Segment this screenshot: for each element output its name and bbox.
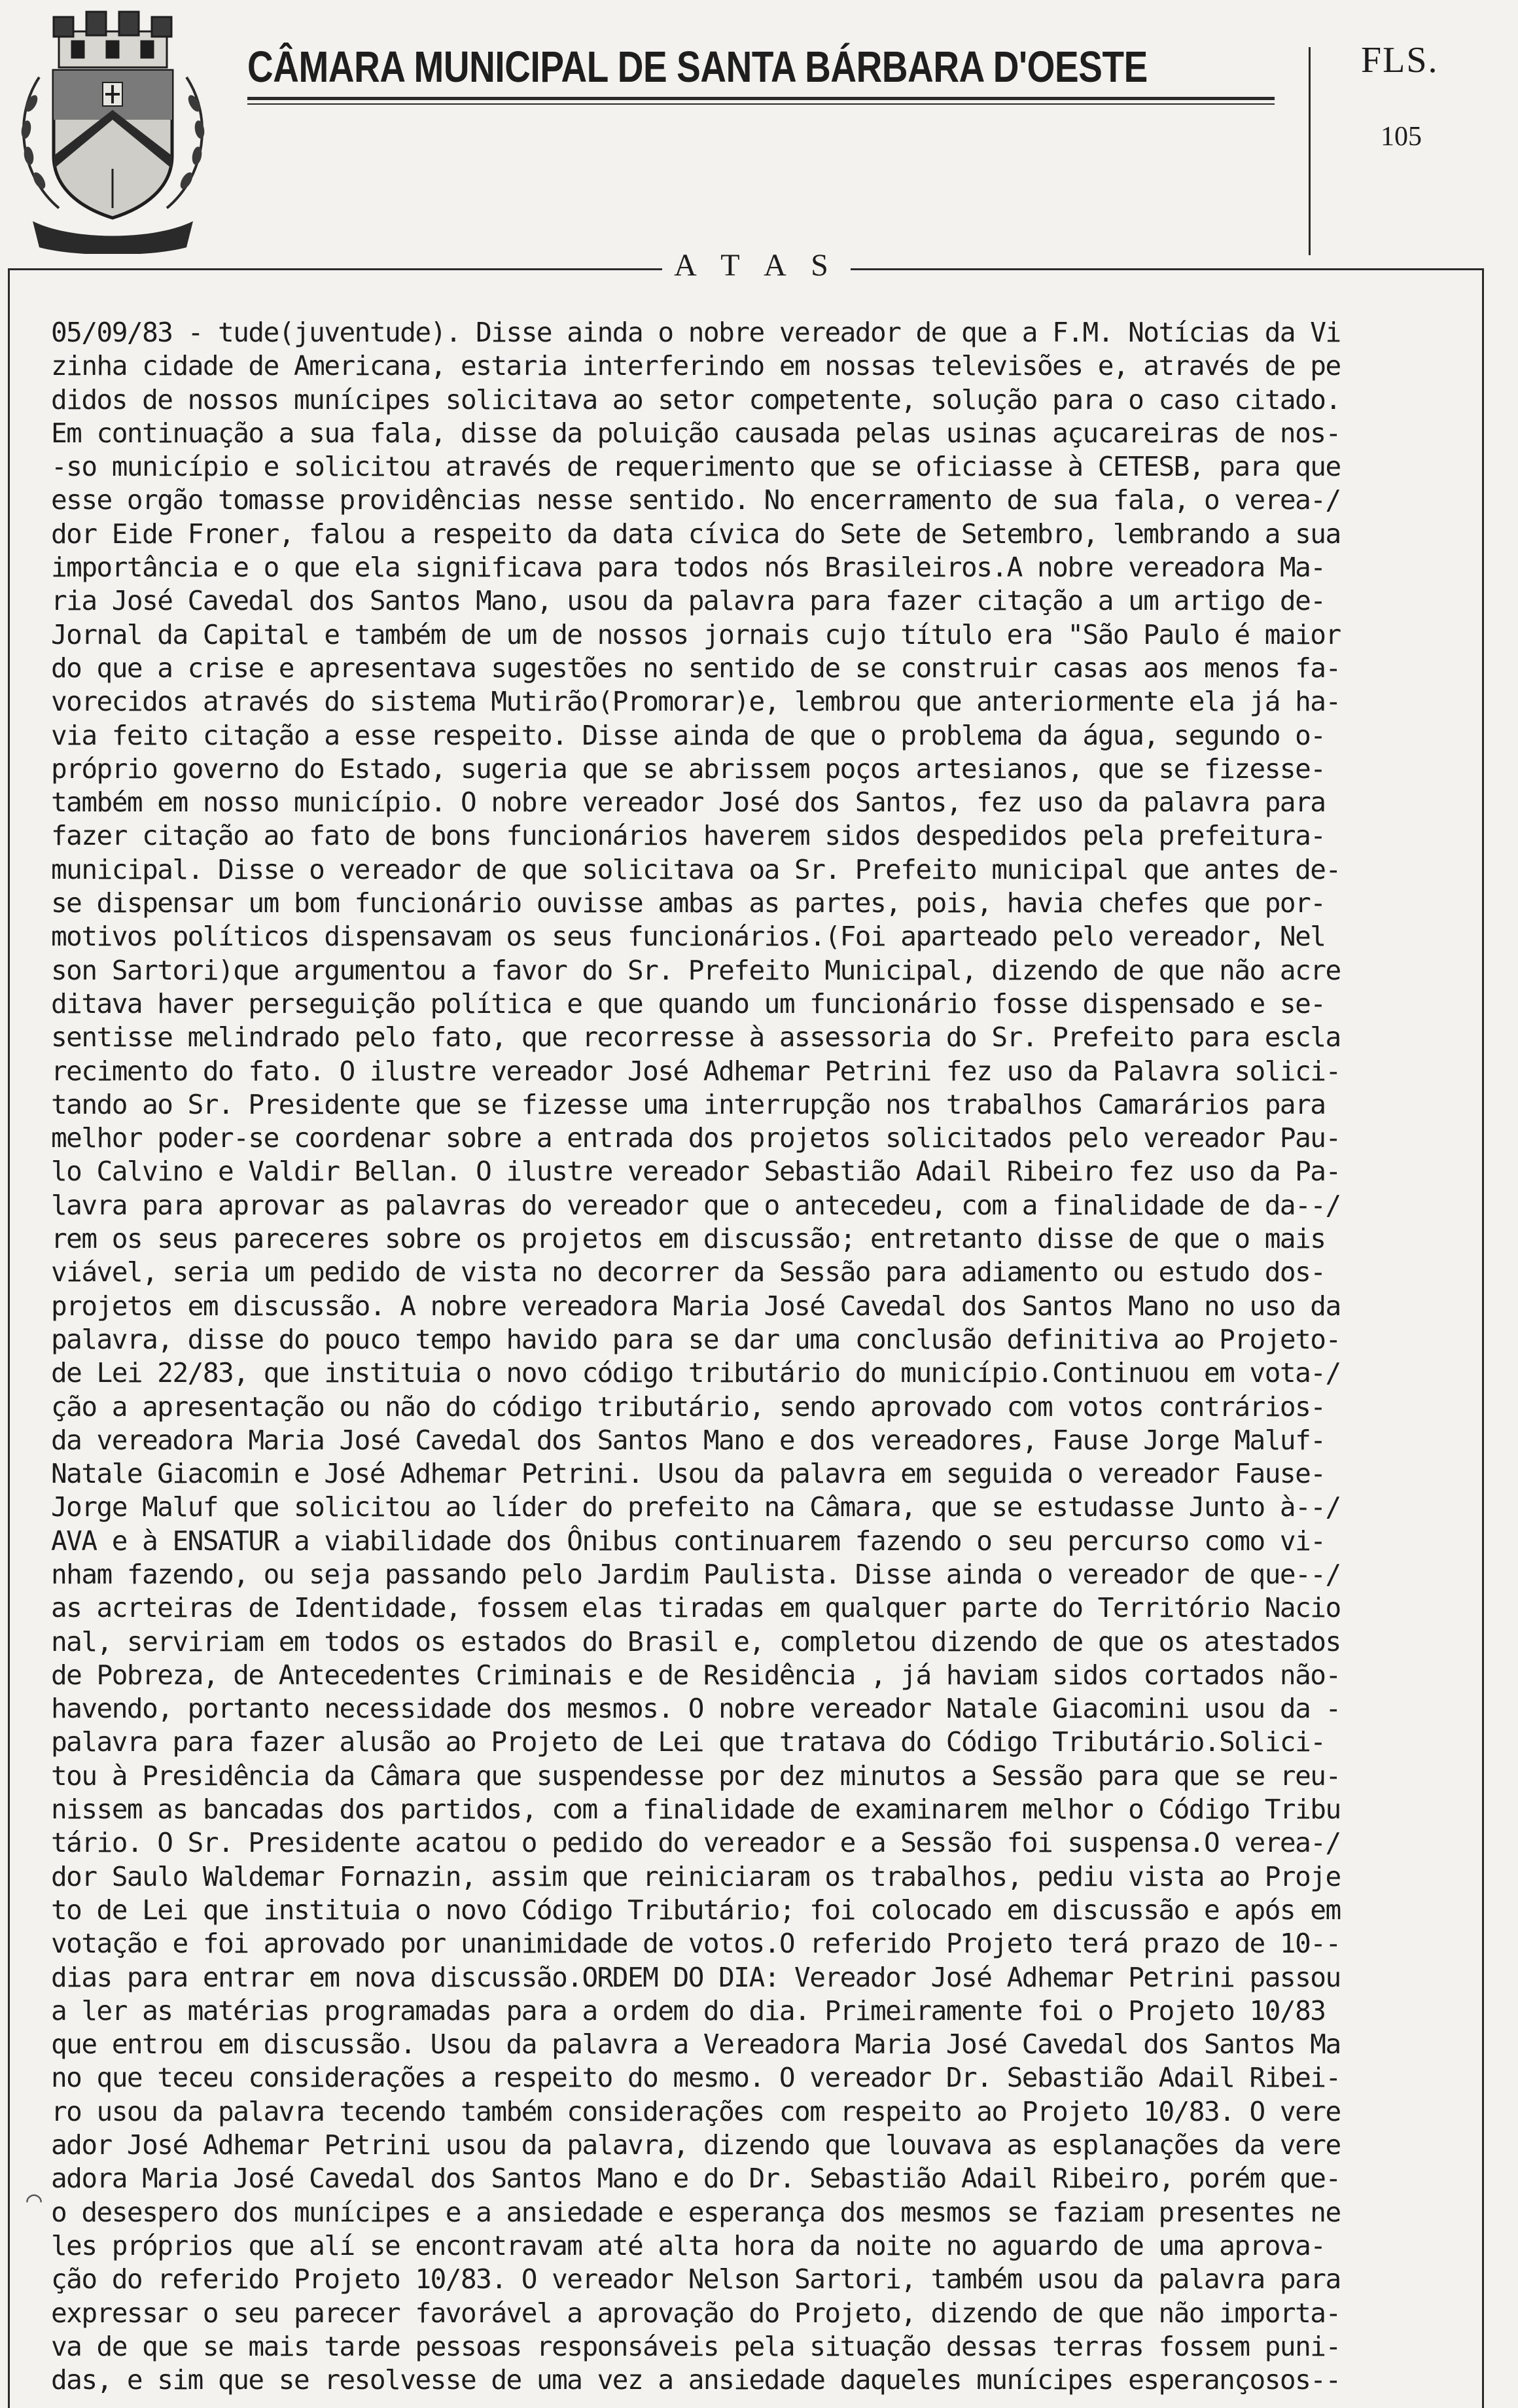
- municipal-crest-icon: [13, 5, 213, 254]
- text-line: motivos políticos dispensavam os seus funcionários.(Foi aparteado pelo vereador, Nel: [51, 921, 1326, 953]
- header-divider: [1309, 47, 1311, 255]
- text-line: no que teceu considerações a respeito do mesmo. O vereador Dr. Sebastião Adail Ribei-: [51, 2062, 1341, 2094]
- frame-right: [1482, 268, 1484, 2408]
- text-line: ria José Cavedal dos Santos Mano, usou da palavra para fazer citação a um artigo de-: [51, 585, 1326, 617]
- text-line: que entrou em discussão. Usou da palavra a Vereadora Maria José Cavedal dos Santos Ma: [51, 2028, 1341, 2061]
- text-line: nissem as bancadas dos partidos, com a finalidade de examinarem melhor o Código Tribu: [51, 1794, 1341, 1826]
- text-line: dor Eide Froner, falou a respeito da data cívica do Sete de Setembro, lembrando a sua: [51, 518, 1341, 550]
- text-line: as acrteiras de Identidade, fossem elas tiradas em qualquer parte do Território Nacio: [51, 1592, 1341, 1624]
- text-line: via feito citação a esse respeito. Disse ainda de que o problema da água, segundo o-: [51, 719, 1326, 751]
- text-line: 05/09/83 - tude(juventude). Disse ainda o nobre vereador de que a F.M. Notícias da Vi: [51, 317, 1341, 348]
- text-line: Em continuação a sua fala, disse da poluição causada pelas usinas açucareiras de nos-: [51, 417, 1341, 449]
- text-line: Jornal da Capital e também de um de nossos jornais cujo título era "São Paulo é maior: [51, 618, 1341, 650]
- text-line: Jorge Maluf que solicitou ao líder do prefeito na Câmara, que se estudasse Junto à--/: [51, 1491, 1341, 1523]
- text-line: se dispensar um bom funcionário ouvisse ambas as partes, pois, havia chefes que por-: [51, 887, 1326, 919]
- text-line: zinha cidade de Americana, estaria interferindo em nossas televisões e, através de pe: [51, 350, 1341, 382]
- text-line: projetos em discussão. A nobre vereadora Maria José Cavedal dos Santos Mano no uso da: [51, 1290, 1341, 1322]
- text-line: de Pobreza, de Antecedentes Criminais e de Residência , já haviam sidos cortados não-: [51, 1659, 1341, 1691]
- folio-label: FLS.: [1361, 40, 1439, 80]
- text-line: AVA e à ENSATUR a viabilidade dos Ônibus continuarem fazendo o seu percurso como vi-: [51, 1525, 1326, 1557]
- text-line: também em nosso município. O nobre vereador José dos Santos, fez uso da palavra para: [51, 787, 1326, 819]
- text-line: próprio governo do Estado, sugeria que se abrissem poços artesianos, que se fizesse-: [51, 752, 1326, 785]
- text-line: expressar o seu parecer favorável a aprovação do Projeto, dizendo de que não importa-: [51, 2297, 1341, 2329]
- text-line: da vereadora Maria José Cavedal dos Santos Mano e dos vereadores, Fause Jorge Maluf-: [51, 1424, 1326, 1456]
- document-title: CÂMARA MUNICIPAL DE SANTA BÁRBARA D'OESTE: [247, 43, 1148, 92]
- text-line: rem os seus pareceres sobre os projetos em discussão; entretanto disse de que o mais: [51, 1223, 1326, 1255]
- text-line: nal, serviriam em todos os estados do Brasil e, completou dizendo de que os atestados: [51, 1625, 1341, 1657]
- text-line: lo Calvino e Valdir Bellan. O ilustre vereador Sebastião Adail Ribeiro fez uso da Pa-: [51, 1156, 1341, 1188]
- text-line: melhor poder-se coordenar sobre a entrada dos projetos solicitados pelo vereador Pau-: [51, 1122, 1341, 1154]
- text-line: votação e foi aprovado por unanimidade de votos.O referido Projeto terá prazo de 10--: [51, 1928, 1341, 1960]
- text-line: fazer citação ao fato de bons funcionários haverem sidos despedidos pela prefeitura-: [51, 820, 1326, 852]
- text-line: vorecidos através do sistema Mutirão(Promorar)e, lembrou que anteriormente ela já ha-: [51, 686, 1341, 718]
- text-line: tou à Presidência da Câmara que suspendesse por dez minutos a Sessão para que se reu-: [51, 1760, 1341, 1792]
- text-line: ção do referido Projeto 10/83. O vereador Nelson Sartori, também usou da palavra para: [51, 2263, 1341, 2295]
- section-title: A T A S: [674, 248, 838, 283]
- text-line: tando ao Sr. Presidente que se fizesse uma interrupção nos trabalhos Camarários para: [51, 1088, 1326, 1120]
- text-line: recimento do fato. O ilustre vereador José Adhemar Petrini fez uso da Palavra solici-: [51, 1055, 1341, 1087]
- frame-top-right: [851, 268, 1484, 270]
- text-line: a ler as matérias programadas para a ordem do dia. Primeiramente foi o Projeto 10/83: [51, 1994, 1326, 2027]
- text-line: ro usou da palavra tecendo também considerações com respeito ao Projeto 10/83. O vere: [51, 2095, 1341, 2127]
- text-line: havendo, portanto necessidade dos mesmos. O nobre vereador Natale Giacomini usou da -: [51, 1693, 1341, 1725]
- text-line: municipal. Disse o vereador de que solicitava oa Sr. Prefeito municipal que antes de-: [51, 853, 1341, 885]
- text-line: son Sartori)que argumentou a favor do Sr. Prefeito Municipal, dizendo de que não acre: [51, 954, 1341, 986]
- title-rule-thick: [247, 97, 1275, 100]
- text-line: esse orgão tomasse providências nesse sentido. No encerramento de sua fala, o verea-/: [51, 484, 1341, 516]
- text-line: tário. O Sr. Presidente acatou o pedido do vereador e a Sessão foi suspensa.O verea-/: [51, 1827, 1341, 1859]
- text-line: importância e o que ela significava para todos nós Brasileiros.A nobre vereadora Ma-: [51, 552, 1326, 584]
- text-line: o desespero dos munícipes e a ansiedade e esperança dos mesmos se faziam presentes ne: [51, 2196, 1341, 2228]
- text-line: ditava haver perseguição política e que quando um funcionário fosse dispensado e se-: [51, 987, 1326, 1019]
- text-line: das, e sim que se resolvesse de uma vez a ansiedade daqueles munícipes esperançosos--: [51, 2364, 1341, 2396]
- text-line: les próprios que alí se encontravam até alta hora da noite no aguardo de uma aprova-: [51, 2229, 1326, 2261]
- text-line: va de que se mais tarde pessoas responsáveis pela situação dessas terras fossem puni-: [51, 2330, 1341, 2362]
- text-line: do que a crise e apresentava sugestões no sentido de se construir casas aos menos fa-: [51, 652, 1341, 684]
- text-line: sentisse melindrado pelo fato, que recorresse à assessoria do Sr. Prefeito para escla: [51, 1021, 1341, 1054]
- text-line: palavra, disse do pouco tempo havido para se dar uma conclusão definitiva ao Projeto-: [51, 1323, 1341, 1355]
- text-line: de Lei 22/83, que instituia o novo código tributário do município.Continuou em vota-/: [51, 1357, 1341, 1389]
- text-line: Natale Giacomin e José Adhemar Petrini. Usou da palavra em seguida o vereador Fause-: [51, 1458, 1326, 1490]
- text-line: dor Saulo Waldemar Fornazin, assim que reiniciaram os trabalhos, pediu vista ao Proje: [51, 1860, 1341, 1892]
- frame-top-left: [8, 268, 662, 270]
- margin-mark: ⌒: [26, 2184, 43, 2214]
- minutes-body: [51, 316, 1458, 2397]
- text-line: didos de nossos munícipes solicitava ao setor competente, solução para o caso citado.: [51, 383, 1341, 416]
- text-line: ção a apresentação ou não do código tributário, sendo aprovado com votos contrários-: [51, 1390, 1326, 1423]
- text-line: adora Maria José Cavedal dos Santos Mano e do Dr. Sebastião Adail Ribeiro, porém que-: [51, 2163, 1341, 2195]
- text-line: -so município e solicitou através de requerimento que se oficiasse à CETESB, para que: [51, 451, 1341, 483]
- text-line: dias para entrar em nova discussão.ORDEM DO DIA: Vereador José Adhemar Petrini passou: [51, 1961, 1341, 1993]
- text-line: nham fazendo, ou seja passando pelo Jardim Paulista. Disse ainda o vereador de que--/: [51, 1558, 1341, 1590]
- frame-left: [8, 268, 10, 2408]
- text-line: to de Lei que instituia o novo Código Tributário; foi colocado em discussão e após em: [51, 1894, 1341, 1926]
- text-line: lavra para aprovar as palavras do vereador que o antecedeu, com a finalidade de da--/: [51, 1189, 1341, 1221]
- text-line: palavra para fazer alusão ao Projeto de Lei que tratava do Código Tributário.Solici-: [51, 1726, 1326, 1758]
- text-line: viável, seria um pedido de vista no decorrer da Sessão para adiamento ou estudo dos-: [51, 1256, 1326, 1288]
- title-rule-thin: [247, 103, 1275, 105]
- folio-number: 105: [1381, 122, 1422, 152]
- text-line: ador José Adhemar Petrini usou da palavra, dizendo que louvava as esplanações da vere: [51, 2129, 1341, 2161]
